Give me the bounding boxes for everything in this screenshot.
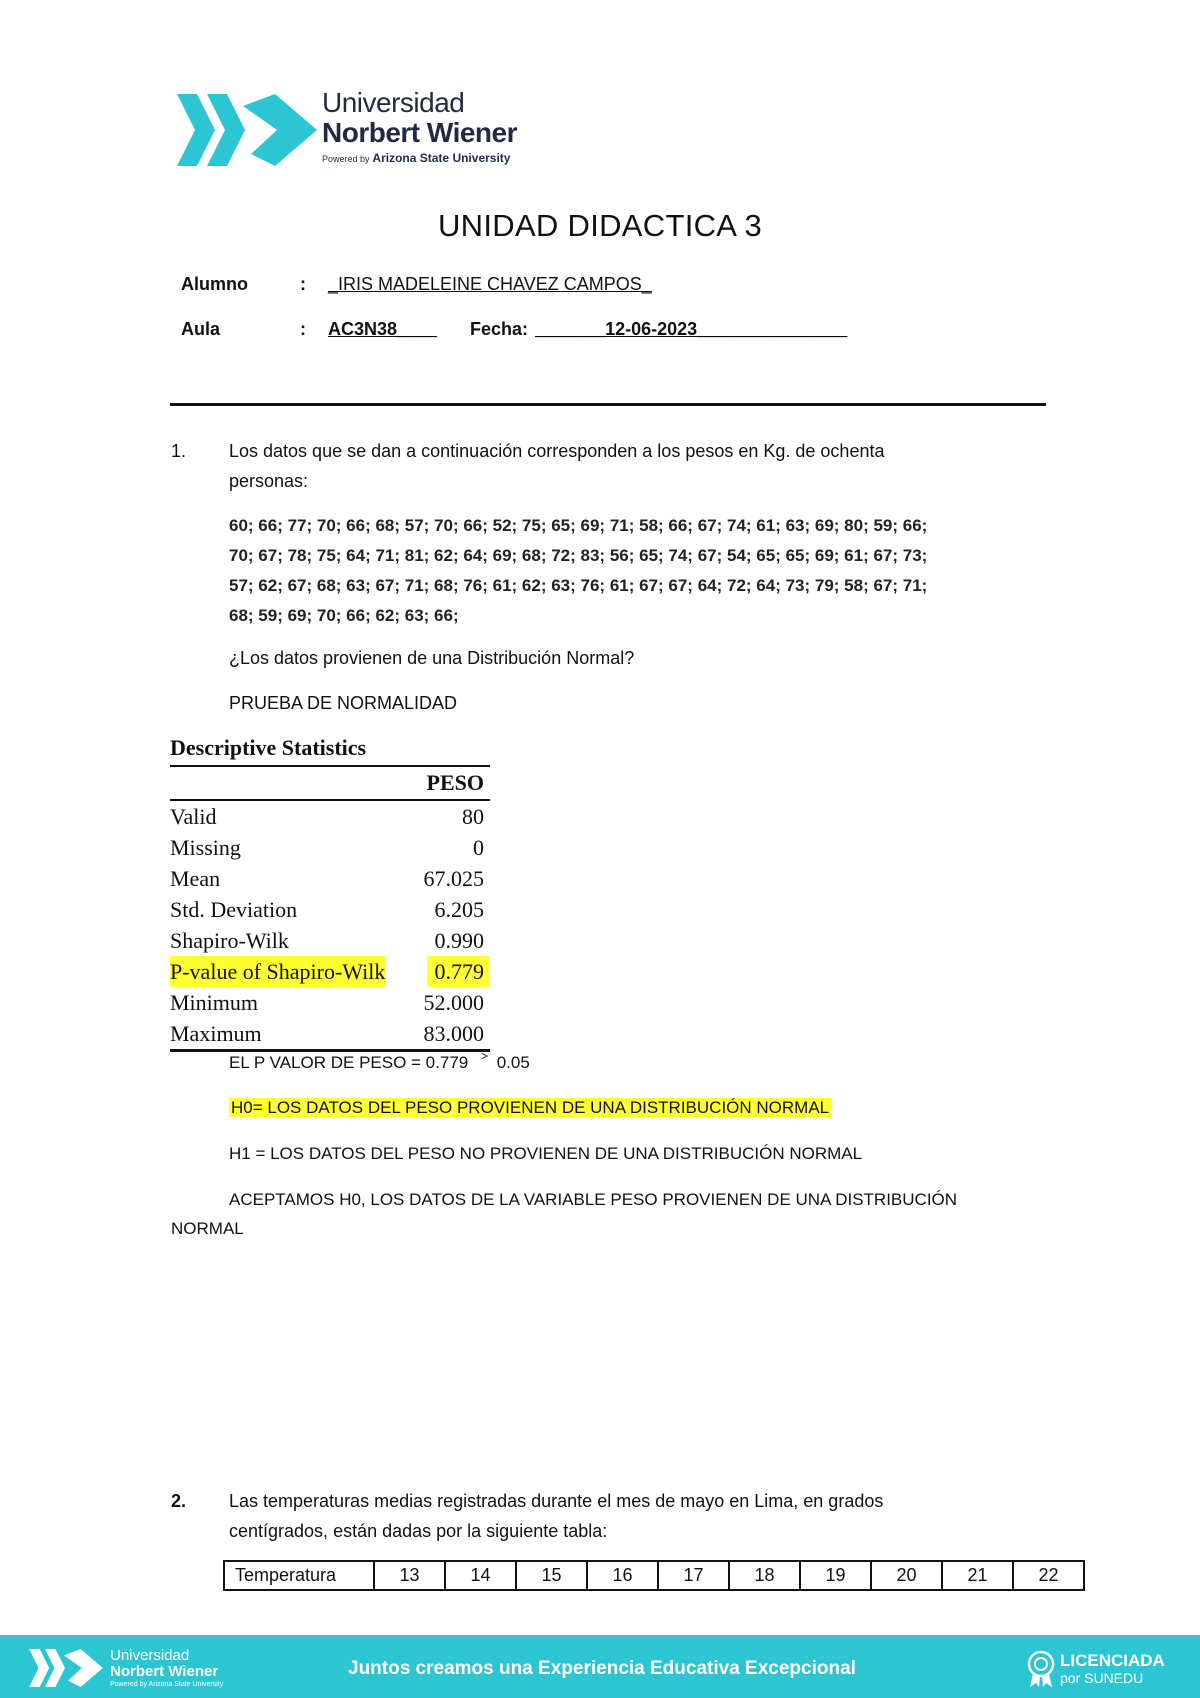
alternative-hypothesis: H1 = LOS DATOS DEL PESO NO PROVIENEN DE UNA DISTRIBUCIÓN NORMAL: [229, 1144, 863, 1163]
logo-line-3: Powered by Arizona State University: [322, 151, 511, 165]
normality-test-title: PRUEBA DE NORMALIDAD: [229, 693, 458, 713]
alumno-colon: :: [300, 274, 306, 294]
aula-label: Aula: [181, 319, 221, 339]
university-logo-mark: [177, 92, 317, 168]
alumno-value: _IRIS MADELEINE CHAVEZ CAMPOS_: [328, 274, 652, 294]
stats-row: Mean 67.025: [170, 866, 484, 891]
q2-number: 2.: [171, 1491, 187, 1511]
stats-row: Maximum 83.000: [170, 1021, 484, 1046]
logo-line-2: Norbert Wiener: [322, 117, 518, 148]
table-cell: 19: [800, 1561, 871, 1590]
stats-column-header: PESO: [170, 765, 490, 801]
q1-data-values: 60; 66; 77; 70; 66; 68; 57; 70; 66; 52; 75; 65; 69; 71; 58; 66; 67; 74; 61; 63; 69; 80; 59; 66; 70; 67; 78; 75; 64; 71; 81; 62; 64; 69; 68; 72; 83; 56; 65; 74; 67; 54; 65; 65; 69; 61; 67; 73; 57; 62; 67; 68; 63; 67; 71; 68; 76; 61; 62; 63; 76; 61; 67; 67; 64; 72; 64; 73; 79; 58; 67; 71; 68; 59; 69; 70; 66; 62; 63; 66;: [229, 516, 928, 625]
footer-slogan: Juntos creamos una Experiencia Educativa Excepcional: [348, 1658, 856, 1679]
footer-logo-text: Universidad Norbert Wiener Powered by Arizona State University: [110, 1647, 224, 1688]
table-cell: 14: [445, 1561, 516, 1590]
stats-row-highlighted: P-value of Shapiro-Wilk 0.779: [170, 956, 490, 987]
pvalue-statement: EL P VALOR DE PESO = 0.779 > 0.05: [229, 1049, 530, 1072]
page-title: UNIDAD DIDACTICA 3: [437, 208, 763, 243]
fecha-label: Fecha:: [470, 319, 529, 339]
stats-bottom-rule: [170, 1049, 490, 1052]
sunedu-badge-icon: [1026, 1650, 1056, 1688]
table-cell: 15: [516, 1561, 587, 1590]
table-cell: 17: [658, 1561, 729, 1590]
table-cell: 18: [729, 1561, 800, 1590]
header-divider: [170, 403, 1046, 406]
q1-question: ¿Los datos provienen de una Distribución Normal?: [229, 648, 635, 668]
conclusion-line-1: ACEPTAMOS H0, LOS DATOS DE LA VARIABLE PESO PROVIENEN DE UNA DISTRIBUCIÓN: [229, 1190, 958, 1209]
stats-row: Shapiro-Wilk 0.990: [170, 928, 484, 953]
aula-value: AC3N38____: [328, 319, 438, 339]
table-header-cell: Temperatura: [224, 1561, 374, 1590]
aula-colon: :: [300, 319, 306, 339]
q2-text: Las temperaturas medias registradas durante el mes de mayo en Lima, en grados centígrados, están dadas por la siguiente tabla:: [229, 1491, 884, 1541]
logo-line-1: Universidad: [322, 87, 465, 118]
table-cell: 22: [1013, 1561, 1084, 1590]
footer-logo-mark: [28, 1648, 104, 1688]
conclusion-line-2: NORMAL: [171, 1219, 244, 1238]
stats-title: Descriptive Statistics: [170, 735, 367, 760]
table-cell: 20: [871, 1561, 942, 1590]
table-cell: 16: [587, 1561, 658, 1590]
table-row: [224, 1561, 1084, 1590]
stats-row: Valid 80: [170, 804, 484, 829]
sunedu-license-badge: LICENCIADA por SUNEDU: [1060, 1651, 1165, 1686]
stats-row: Missing 0: [170, 835, 484, 860]
table-cell: 21: [942, 1561, 1013, 1590]
q1-text: Los datos que se dan a continuación corresponden a los pesos en Kg. de ochenta personas:: [229, 441, 885, 491]
q1-number: 1.: [171, 441, 187, 461]
descriptive-statistics-table: [170, 735, 490, 1052]
temperature-table: [223, 1560, 1085, 1591]
stats-row: Minimum 52.000: [170, 990, 484, 1015]
table-cell: 13: [374, 1561, 445, 1590]
university-logo-text: [322, 88, 517, 167]
stats-row: Std. Deviation 6.205: [170, 897, 484, 922]
null-hypothesis: H0= LOS DATOS DEL PESO PROVIENEN DE UNA DISTRIBUCIÓN NORMAL: [231, 1098, 830, 1117]
alumno-label: Alumno: [181, 274, 248, 294]
fecha-value: _______12-06-2023_______________: [535, 319, 848, 339]
